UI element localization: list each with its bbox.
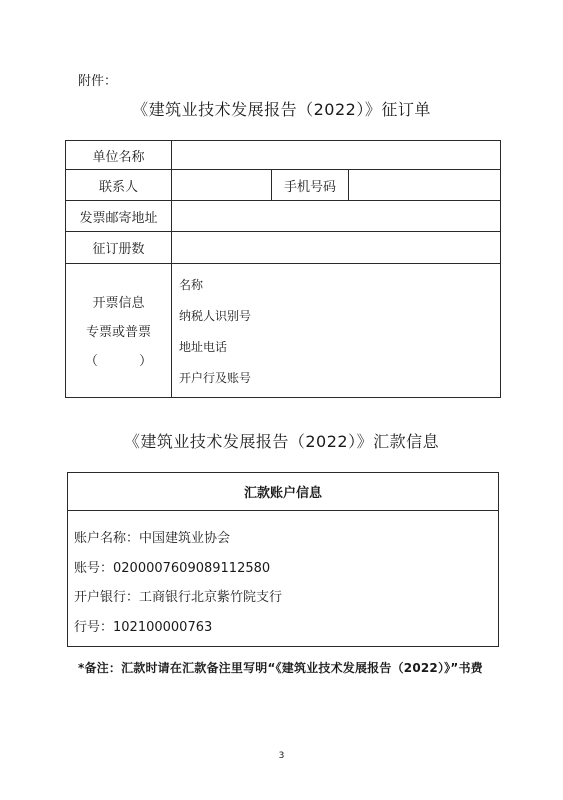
- order-form-table: [65, 140, 501, 398]
- bank-code: 行号：102100000763: [74, 620, 213, 635]
- bank-name: 开户银行：工商银行北京紫竹院支行: [74, 590, 283, 605]
- remittance-title: 《建筑业技术发展报告（2022）》汇款信息: [123, 432, 440, 451]
- contact-label: 联系人: [98, 179, 138, 195]
- table-border-bottom: [65, 397, 501, 398]
- attachment-label: 附件：: [78, 74, 118, 89]
- account-number: 账号：0200007609089112580: [74, 561, 271, 576]
- remittance-header: 汇款账户信息: [68, 473, 498, 511]
- invoice-type-blank[interactable]: （ ）: [84, 354, 153, 369]
- invoice-address-label: 发票邮寄地址: [79, 210, 158, 226]
- invoice-info-label: 开票信息: [92, 296, 145, 311]
- invoice-tax-id-label: 纳税人识别号: [179, 309, 252, 323]
- phone-label: 手机号码: [283, 179, 336, 195]
- unit-name-field[interactable]: [172, 141, 500, 169]
- page-number: 3: [278, 751, 285, 761]
- remittance-note: *备注：汇款时请在汇款备注里写明“《建筑业技术发展报告（2022）》”书费: [78, 661, 483, 675]
- invoice-address-field[interactable]: [172, 201, 500, 231]
- invoice-name-label: 名称: [179, 278, 204, 292]
- order-form-title: 《建筑业技术发展报告（2022）》征订单: [132, 100, 431, 119]
- invoice-type-label: 专票或普票: [85, 325, 151, 340]
- invoice-fields-cell: [179, 264, 499, 397]
- contact-field[interactable]: [172, 170, 271, 200]
- copies-label: 征订册数: [92, 242, 145, 257]
- invoice-info-cell: [66, 264, 171, 397]
- table-border-right: [500, 140, 501, 398]
- copies-field[interactable]: [172, 232, 500, 263]
- remittance-box: [67, 472, 499, 647]
- invoice-address-phone-label: 地址电话: [179, 340, 228, 354]
- unit-name-label: 单位名称: [92, 149, 145, 165]
- account-name: 账户名称：中国建筑业协会: [74, 531, 231, 546]
- invoice-bank-account-label: 开户行及账号: [179, 371, 252, 385]
- phone-field[interactable]: [349, 170, 500, 200]
